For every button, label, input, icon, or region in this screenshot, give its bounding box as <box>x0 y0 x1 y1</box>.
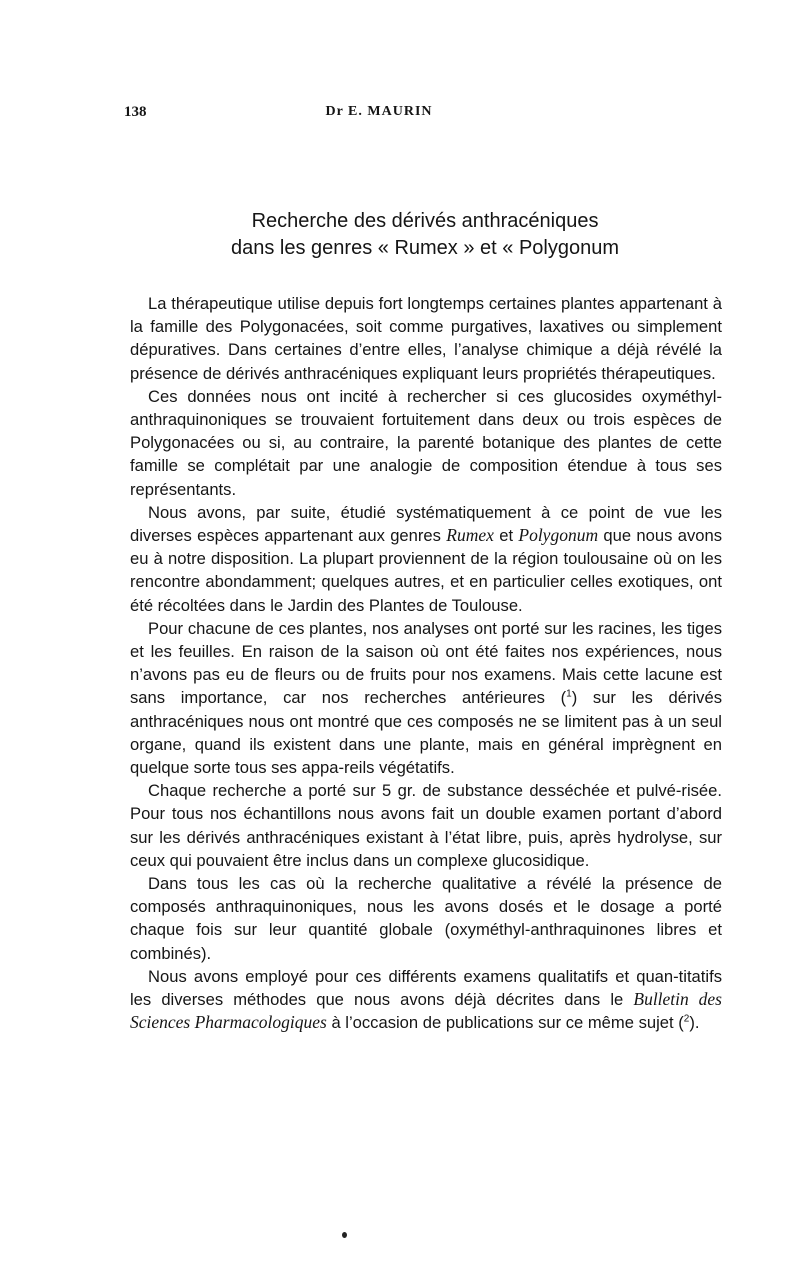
paragraph-7-text-b: à l’occasion de publications sur ce même sujet ( <box>326 1013 684 1033</box>
paragraph-3-text-c: que nous avons eu à notre disposition. La plupart proviennent de la région toulousaine où on les rencontre abondamment; quelques autres, et en particulier celles exotiques, ont été récoltées dans le Jardin des Plantes de Toulouse. <box>130 526 723 615</box>
journal-title: Bulletin des Sciences Pharmacologiques <box>130 989 722 1033</box>
paragraph-5: Chaque recherche a porté sur 5 gr. de substance desséchée et pulvé-risée. Pour tous nos échantillons nous avons fait un double examen portant d’abord sur les dérivés anthracéniques existant à l’état libre, puis, après hydrolyse, sur ceux qui pouvaient être inclus dans un complexe glucosidique. <box>130 781 722 870</box>
paragraph-2: Ces données nous ont incité à rechercher si ces glucosides oxyméthyl-anthraquinoniques se trouvaient fortuitement dans deux ou trois espèces de Polygonacées ou si, au contraire, la parenté botanique des plantes de cette famille se complétait par une analogie de composition étendue à tous ses représentants. <box>130 386 722 499</box>
paragraph-3-text-b: et <box>493 526 519 546</box>
title-line-1: Recherche des dérivés anthracéniques <box>251 210 599 232</box>
article-title <box>130 208 720 262</box>
paragraph-4-text-b: ) sur les dérivés anthracéniques nous ont montré que ces composés ne se limitent pas à un seul organe, quand ils existent dans une plante, mais en général imprègnent en quelque sorte tous ses appa-reils végétatifs. <box>130 688 722 778</box>
genus-polygonum: Polygonum <box>518 525 599 546</box>
author-header: Dr E. MAURIN <box>325 104 433 119</box>
footnote-ref-1: 1 <box>566 688 572 700</box>
genus-rumex: Rumex <box>446 525 494 546</box>
paragraph-7-text-a: Nous avons employé pour ces différents examens qualitatifs et quan-titatifs les diverses méthodes que nous avons déjà décrites dans le <box>130 966 722 1010</box>
paragraph-4-text-a: Pour chacune de ces plantes, nos analyses ont porté sur les racines, les tiges et les feuilles. En raison de la saison où ont été faites nos expériences, nous n’avons pas eu de fleurs ou de fruits pour nos examens. Mais cette lacune est sans importance, car nos recherches antérieures ( <box>130 618 722 708</box>
print-speck <box>342 1232 347 1238</box>
footnote-ref-2: 2 <box>683 1013 690 1025</box>
title-line-2: dans les genres « Rumex » et « Polygonum <box>231 237 619 259</box>
paragraph-3 <box>130 501 722 617</box>
paragraph-3-text-a: Nous avons, par suite, étudié systématiquement à ce point de vue les diverses espèces appartenant aux genres <box>130 502 722 546</box>
paragraph-1: La thérapeutique utilise depuis fort longtemps certaines plantes appartenant à la famille des Polygonacées, soit comme purgatives, laxatives ou simplement dépuratives. Dans certaines d’entre elles, l’analyse chimique a déjà révélé la présence de dérivés anthracéniques expliquant leurs propriétés thérapeutiques. <box>130 294 722 383</box>
paragraph-7-text-c: ). <box>689 1013 700 1033</box>
paragraph-7 <box>130 965 722 1035</box>
paragraph-4 <box>130 617 722 779</box>
paragraph-6: Dans tous les cas où la recherche qualitative a révélé la présence de composés anthraquinoniques, nous les avons dosés et le dosage a porté chaque fois sur leur quantité globale (oxyméthyl-anthraquinones libres et combinés). <box>130 874 722 963</box>
running-header <box>124 104 724 128</box>
page-number: 138 <box>124 104 147 120</box>
article-body <box>130 292 722 1035</box>
